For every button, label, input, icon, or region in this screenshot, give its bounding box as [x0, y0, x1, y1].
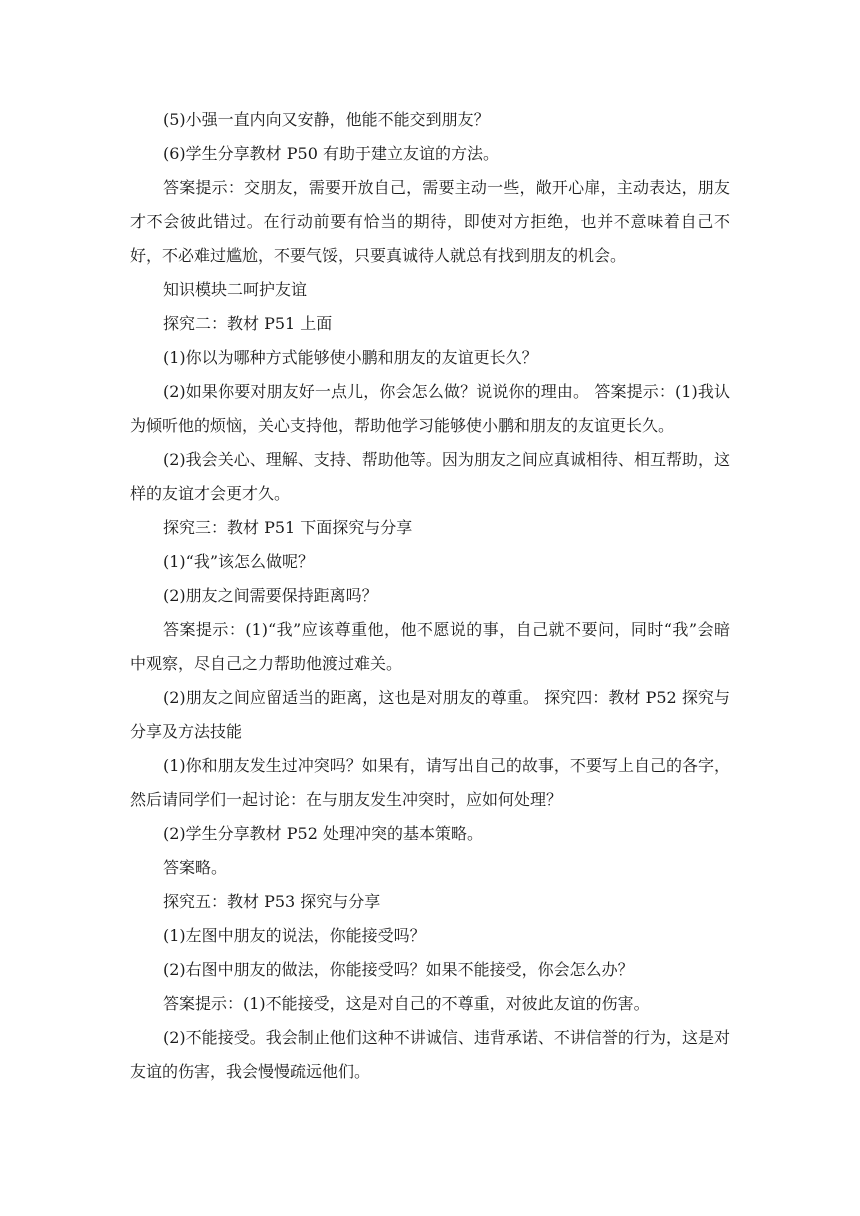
answer-hint: 答案提示：交朋友，需要开放自己，需要主动一些，敞开心扉，主动表达，朋友才不会彼此错过。在行动前要有恰当的期待，即使对方拒绝，也并不意味着自己不好，不必难过尴尬，不要气馁，只要真诚待人就总有找到朋友的机会。: [130, 178, 730, 265]
answer-hint: 答案提示：(1)不能接受，这是对自己的不尊重，对彼此友谊的伤害。: [163, 994, 650, 1013]
question: (1)左图中朋友的说法，你能接受吗？: [163, 926, 426, 945]
answer: (2)朋友之间应留适当的距离，这也是对朋友的尊重。 探究四：教材 P52 探究与分享及方法技能: [130, 688, 730, 741]
answer-hint: 答案略。: [163, 858, 228, 877]
question: (2)右图中朋友的做法，你能接受吗？如果不能接受，你会怎么办？: [163, 960, 634, 979]
question: (1)你和朋友发生过冲突吗？如果有，请写出自己的故事，不要写上自己的各字，然后请同学们一起讨论：在与朋友发生冲突时，应如何处理？: [130, 756, 730, 809]
document-body: [130, 103, 730, 1089]
question: (2)如果你要对朋友好一点儿，你会怎么做？说说你的理由。 答案提示：(1)我认为倾听他的烦恼，关心支持他，帮助他学习能够使小鹏和朋友的友谊更长久。: [130, 382, 730, 435]
answer: (2)不能接受。我会制止他们这种不讲诚信、违背承诺、不讲信誉的行为，这是对友谊的伤害，我会慢慢疏远他们。: [130, 1028, 730, 1081]
question: (2)朋友之间需要保持距离吗？: [163, 586, 378, 605]
question: (2)学生分享教材 P52 处理冲突的基本策略。: [163, 824, 483, 843]
inquiry-heading: 探究三：教材 P51 下面探究与分享: [163, 518, 413, 537]
section-heading: 知识模块二呵护友谊: [163, 280, 308, 299]
inquiry-heading: 探究五：教材 P53 探究与分享: [163, 892, 381, 911]
inquiry-heading: 探究二：教材 P51 上面: [163, 314, 333, 333]
question: (1)“我”该怎么做呢？: [163, 552, 315, 571]
answer-hint: 答案提示：(1)“我”应该尊重他，他不愿说的事，自己就不要问，同时“我”会暗中观察，尽自己之力帮助他渡过难关。: [130, 620, 730, 673]
answer: (2)我会关心、理解、支持、帮助他等。因为朋友之间应真诚相待、相互帮助，这样的友谊才会更才久。: [130, 450, 730, 503]
paragraph: (5)小强一直内向又安静，他能不能交到朋友？: [163, 110, 490, 129]
question: (1)你以为哪种方式能够使小鹏和朋友的友谊更长久？: [163, 348, 538, 367]
paragraph: (6)学生分享教材 P50 有助于建立友谊的方法。: [163, 144, 499, 163]
